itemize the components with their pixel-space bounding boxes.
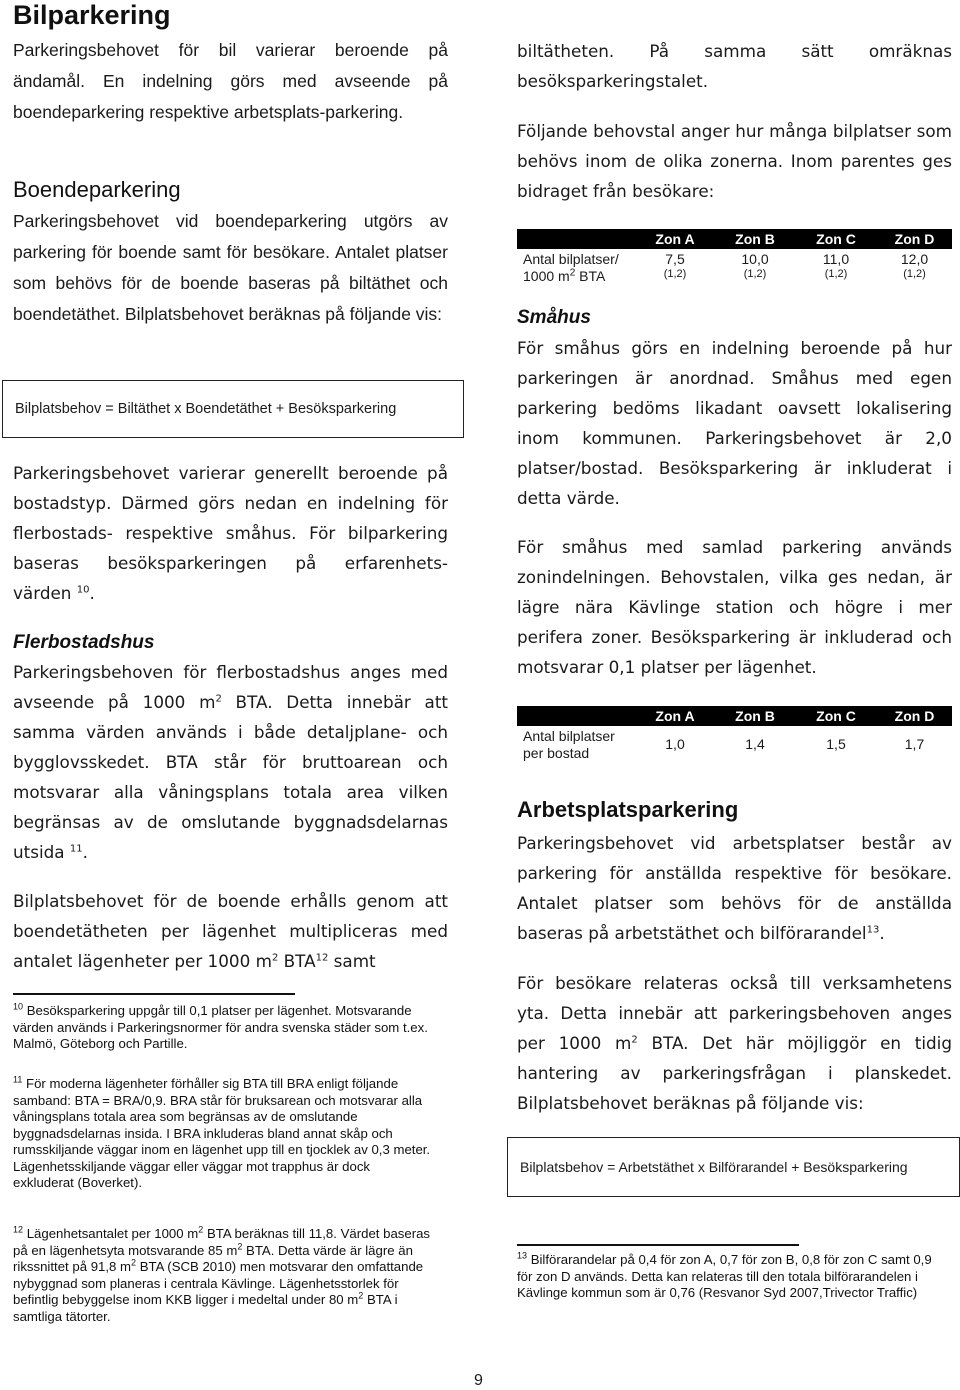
flerbostad-p1-text-b: BTA. Detta innebär att samma värden används i både detaljplane- och bygglovsskedet. BTA står för bruttoarean och motsvarar alla våningsplans totala area vilken begränsas av de omslutande byggnadsdelarnas utsida (13, 692, 448, 862)
footnote-ref-11[interactable]: 11 (69, 843, 83, 855)
footnote-number: 11 (13, 1074, 23, 1085)
page-number: 9 (474, 1372, 483, 1389)
formula-text: Bilplatsbehov = Arbetstäthet x Bilförarandel + Besöksparkering (520, 1159, 908, 1175)
flerbostad-p2-text-b: BTA (278, 951, 316, 971)
row-label-unit: BTA (575, 268, 606, 284)
arbete-heading: Arbetsplatsparkering (517, 797, 739, 822)
footnote-13 (517, 1252, 947, 1302)
flerbostad-heading: Flerbostadshus (13, 632, 155, 653)
table-header-zon-c: Zon C (795, 706, 877, 726)
behovstal-paragraph: Följande behovstal anger hur många bilplatser som behövs inom de olika zonerna. Inom parentes ges bidraget från besökare: (517, 121, 952, 201)
cell-sub-value: (1,2) (743, 268, 767, 280)
arbete-p1-end: . (879, 923, 885, 943)
table-header-zon-d: Zon D (877, 229, 952, 249)
cell-value: 12,0 (900, 251, 929, 267)
flerbostad-p1-text-a: Parkeringsbehoven för flerbostadshus anges med avseende på 1000 m (13, 662, 448, 712)
row-label-line-2: 1000 m (523, 268, 570, 284)
table-cell: 1,4 (745, 736, 765, 752)
footnote-text: BTA (SCB 2010) men motsvarar den omfattande nybyggnad som planeras i centrala Kävlinge. Lägenhetsstorlek för befintlig bebyggelse inom KKB ligger i medeltal under 80 m (13, 1259, 424, 1307)
table-row-label (517, 249, 635, 285)
superscript-2: 2 (569, 267, 576, 279)
table-header-zon-d: Zon D (877, 706, 952, 726)
table-header-zon-c: Zon C (795, 229, 877, 249)
table-cell (715, 249, 795, 285)
cell-sub-value: (1,2) (903, 268, 926, 280)
table-header-zon-a: Zon A (635, 706, 715, 726)
superscript-2: 2 (358, 1290, 364, 1301)
superscript-2: 2 (198, 1224, 204, 1235)
superscript-2: 2 (237, 1241, 243, 1252)
cell-value: 11,0 (822, 251, 850, 267)
footnote-number: 10 (13, 1001, 24, 1012)
superscript-2: 2 (631, 1034, 638, 1046)
table-header-zon-b: Zon B (715, 706, 795, 726)
flerbostad-paragraph-2 (13, 886, 448, 976)
arbete-paragraph-1 (517, 828, 952, 948)
table-corner (517, 706, 635, 726)
footnote-divider (13, 993, 295, 995)
boende-paragraph-2 (13, 458, 448, 608)
table-cell: 1,5 (826, 736, 846, 752)
intro-paragraph: Parkeringsbehovet för bil varierar beroende på ändamål. En indelning görs med avseende på boendeparkering respektive arbetsplats-parkering. (13, 40, 448, 122)
table-header-row (517, 706, 952, 726)
footnote-11 (13, 1076, 433, 1192)
table-cell (795, 249, 877, 285)
table-header-row (517, 229, 952, 249)
boende-heading: Boendeparkering (13, 177, 181, 202)
footnote-text: Lägenhetsantalet per 1000 m (26, 1226, 199, 1241)
smahus-paragraph-1: För småhus görs en indelning beroende på hur parkeringen är anordnad. Småhus med egen parkering bedöms likadant oavsett lokalisering inom kommunen. Parkeringsbehovet är 2,0 platser/bostad. Besöksparkering är inkluderat i detta värde. (517, 338, 952, 508)
row-label-line-1: Antal bilplatser (523, 728, 615, 744)
cell-value: 10,0 (741, 251, 769, 267)
cell-sub-value: (1,2) (824, 268, 848, 280)
footnote-divider (517, 1244, 799, 1246)
table-cell (635, 249, 715, 285)
formula-box-boende (2, 380, 464, 438)
table-row-label (517, 726, 635, 762)
footnote-ref-10[interactable]: 10 (76, 584, 90, 596)
footnote-ref-12[interactable]: 12 (315, 952, 329, 964)
superscript-2: 2 (215, 693, 222, 705)
flerbostad-p1-end: . (82, 842, 88, 862)
superscript-2: 2 (271, 952, 279, 964)
arbete-paragraph-2 (517, 968, 952, 1118)
footnote-text: Bilförarandelar på 0,4 för zon A, 0,7 för zon B, 0,8 för zon C samt 0,9 för zon D används. Detta kan relateras till den totala bilförarandelen i Kävlinge kommun som är 0,76 (Resvanor Syd 2007,Trivector Traffic) (517, 1252, 932, 1300)
smahus-paragraph-2: För småhus med samlad parkering används zonindelningen. Behovstalen, vilka ges nedan, är lägre nära Kävlinge station och högre i mer perifera zoner. Besöksparkering är inkluderad och motsvarar 0,1 platser per lägenhet. (517, 537, 952, 677)
footnote-text: För moderna lägenheter förhåller sig BTA till BRA enligt följande samband: BTA = BRA/0,9. BRA står för bruksarean och motsvarar alla våningsplans totala area som begränsas av de omslutande byggnadsdelarnas insida. I BRA inkluderas bland annat skåp och rumsskiljande väggar inom en lägenhet upp till en tjocklek av 0,3 meter. Lägenhetsskiljande väggar eller väggar mot trapphus är dock exkluderat (Boverket). (13, 1076, 431, 1190)
footnote-text: BTA. Detta värde är lägre än rikssnittet på 91,8 m (13, 1242, 413, 1274)
table-cell: 1,0 (665, 736, 685, 752)
footnote-12 (13, 1226, 438, 1325)
footnote-number: 12 (13, 1224, 24, 1235)
boende-p2-text: Parkeringsbehovet varierar generellt beroende på bostadstyp. Därmed görs nedan en indelning för flerbostads- respektive småhus. För bilparkering baseras besöksparkeringen på erfarenhets-värden (13, 463, 448, 603)
table-cell (877, 249, 952, 285)
row-label-line-2: per bostad (523, 745, 590, 761)
table-header-zon-a: Zon A (635, 229, 715, 249)
table-row (517, 249, 952, 285)
table-header-zon-b: Zon B (715, 229, 795, 249)
flerbostad-paragraph-1 (13, 657, 448, 867)
row-label-line-1: Antal bilplatser/ (523, 251, 619, 267)
table-cell: 1,7 (904, 736, 925, 752)
zone-table-smahus (517, 706, 952, 762)
cell-value: 7,5 (665, 251, 685, 267)
footnote-text: Besöksparkering uppgår till 0,1 platser per lägenhet. Motsvarande värden används i Parkeringsnormer för andra svenska städer som t.ex. Malmö, Göteborg och Partille. (13, 1003, 428, 1051)
formula-box-arbete (507, 1137, 960, 1197)
zone-table-flerbostad (517, 229, 952, 285)
footnote-text: BTA beräknas till 11,8. Värdet baseras på en lägenhetsyta motsvarande 85 m (13, 1226, 431, 1258)
formula-text: Bilplatsbehov = Biltäthet x Boendetäthet + Besöksparkering (15, 401, 397, 417)
footnote-10 (13, 1003, 433, 1053)
flerbostad-p2-text-c: samt (328, 951, 376, 971)
page-title: Bilparkering (13, 0, 171, 30)
footnote-text: BTA i samtliga tätorter. (13, 1292, 398, 1324)
arbete-p2-text-b: BTA. Det här möjliggör en tidig hantering av parkeringsfrågan i planskedet. Bilplatsbehovet beräknas på följande vis: (517, 1033, 952, 1113)
boende-paragraph-1: Parkeringsbehovet vid boendeparkering utgörs av parkering för boende samt för besökare. Antalet platser som behövs för de boende baseras på biltäthet och boendetäthet. Bilplatsbehovet beräknas på följande vis: (13, 211, 448, 324)
footnote-ref-13[interactable]: 13 (866, 924, 880, 936)
boende-p2-end: . (89, 583, 95, 603)
continued-paragraph: biltätheten. På samma sätt omräknas besöksparkeringstalet. (517, 41, 952, 91)
cell-sub-value: (1,2) (663, 268, 687, 280)
smahus-heading: Småhus (517, 307, 591, 328)
flerbostad-p2-text-a: Bilplatsbehovet för de boende erhålls genom att boendetätheten per lägenhet multipliceras med antalet lägenheter per 1000 m (13, 891, 448, 971)
table-corner (517, 229, 635, 249)
superscript-2: 2 (131, 1257, 137, 1268)
arbete-p2-text-a: För besökare relateras också till verksamhetens yta. Detta innebär att parkeringsbehoven anges per 1000 m (517, 973, 952, 1053)
arbete-p1-text: Parkeringsbehovet vid arbetsplatser består av parkering för anställda respektive för besökare. Antalet platser som behövs för de anställda baseras på arbetstäthet och bilförarandel (517, 833, 952, 943)
table-row (517, 726, 952, 762)
footnote-number: 13 (517, 1250, 528, 1261)
